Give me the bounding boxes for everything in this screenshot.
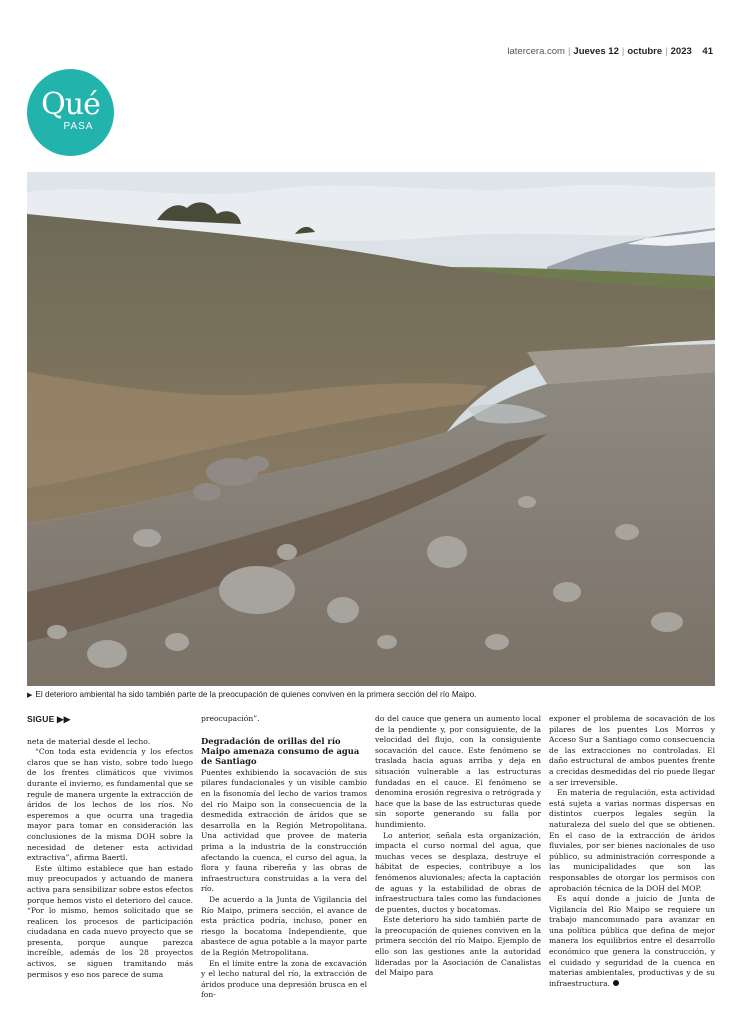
- paragraph: Puentes exhibiendo la socavación de sus pilares fundacionales y un visible cambio en la fisonomía del lecho de varios tramos del río Maipo son la consecuencia de la desmedida extracción de áridos que se desarrolla en la Región Metropolitana. Una actividad que provee de materia prima a la industria de la construcción afectando la cuenca, el curso del agua, la flora y fauna ribereña y las obras de infraestructura construidas a la vera del río.: [201, 767, 367, 894]
- paragraph: Este deterioro ha sido también parte de la preocupación de quienes conviven en la primera sección del río Maipo. Ejemplo de ello son las gestiones ante la autoridad lideradas por la Asociación de Canalistas del Maipo para: [375, 915, 541, 978]
- paragraph: “Con toda esta evidencia y los efectos claros que se han visto, sobre todo luego de los frentes climáticos que vivimos durante el invierno, es fundamental que se regule de manera urgente la extracción de áridos de los lechos de los ríos. No esperemos a que ocurra una tragedia mayor para tomar en consideración las conclusiones de la misma DOH sobre la necesidad de detener esta actividad extractiva”, afirma Baertl.: [27, 747, 193, 863]
- paragraph: En el límite entre la zona de excavación y el lecho natural del río, la extracción de áridos produce una depresión brusca en el fon-: [201, 958, 367, 1000]
- paragraph: En materia de regulación, esta actividad está sujeta a varias normas dispersas en distintos cuerpos legales según la naturaleza del suelo del que se obtienen. En el caso de la extracción de áridos fluviales, por ser bienes nacionales de uso público, su administración corresponde a las municipalidades que son las responsables de otorgar los permisos con aprobación técnica de la DOH del MOP.: [549, 788, 715, 893]
- section-subhead: Degradación de orillas del río Maipo amenaza consumo de agua de Santiago: [201, 735, 360, 767]
- header-day: Jueves 12: [573, 46, 619, 57]
- logo-word-que: Qué: [41, 87, 100, 122]
- text-column-3: [375, 714, 541, 979]
- double-arrow-icon: ▶▶: [57, 714, 71, 724]
- paragraph: exponer el problema de socavación de los pilares de los puentes Los Morros y Acceso Sur a Santiago como consecuencia de las extracciones no controladas. El daño estructural de ambos puentes frente a crecidas desmedidas del río puede llegar a ser irreversible.: [549, 714, 715, 787]
- paragraph: Lo anterior, señala esta organización, impacta el curso normal del agua, que muchas veces se desplaza, destruye el hábitat de especies, contribuye a los fenómenos aluvionales; afecta la captación de aguas y la estabilidad de obras de infraestructura tales como las fundaciones de puentes, ductos y bocatomas.: [375, 830, 541, 914]
- text-column-1: [27, 714, 193, 980]
- river-landscape-photo: [27, 172, 715, 686]
- site-name: latercera.com: [507, 46, 565, 57]
- river-photo-illustration: [27, 172, 715, 686]
- paragraph-text: Es aquí donde a juicio de Junta de Vigilancia del Río Maipo se requiere un trabajo mancomunado para avanzar en una política pública que defina de mejor manera los equilibrios entre el desarrollo económico que genera la construcción, y el cuidado y seguridad de la cuenca en materias ambientales, productivas y de su infraestructura.: [549, 894, 715, 988]
- paragraph: neta de material desde el lecho.: [27, 736, 151, 746]
- header-year: 2023: [670, 46, 692, 57]
- photo-caption: [27, 690, 715, 699]
- text-column-4: [549, 714, 715, 989]
- paragraph: Este último establece que han estado muy preocupados y actuando de manera activa para sensibilizar sobre estos efectos porque hemos visto el deterioro del cauce. “Por lo mismo, hemos solicitado que se realicen los procesos de participación ciudadana en cada nuevo proyecto que se presenta, porque aunque parezca increíble, además de los 28 proyectos activos, se siguen tramitando más permisos y eso nos parece de suma: [27, 863, 193, 979]
- page-header: latercera.com | Jueves 12 | octubre | 2023 41: [507, 46, 713, 57]
- caption-arrow-icon: ▶: [27, 692, 33, 699]
- end-mark-icon: [613, 980, 619, 986]
- que-pasa-logo: [27, 69, 114, 156]
- text-column-2: [201, 714, 367, 1001]
- paragraph: do del cauce que genera un aumento local de la pendiente y, por consiguiente, de la velocidad del flujo, con la consiguiente socavación del cauce. Este fenómeno se traslada hacia aguas arriba y deja en situación vulnerable a las estructuras fundadas en el cauce. El fenómeno se denomina erosión regresiva o retrógrada y hace que la base de las estructuras quede sin soporte generando su falla por hundimiento.: [375, 714, 541, 829]
- paragraph: preocupación”.: [201, 714, 260, 723]
- paragraph: [549, 894, 715, 989]
- sigue-text: SIGUE: [27, 714, 55, 724]
- paragraph: De acuerdo a la Junta de Vigilancia del Río Maipo, primera sección, el avance de esta práctica podría, incluso, poner en riesgo la bocatoma Independiente, que abastece de agua potable a la mayor parte de la Región Metropolitana.: [201, 894, 367, 957]
- caption-text: El deterioro ambiental ha sido también parte de la preocupación de quienes conviven en la primera sección del río Maipo.: [35, 690, 477, 699]
- logo-word-pasa: PASA: [63, 121, 94, 132]
- sigue-label: [27, 714, 193, 725]
- page-number: 41: [702, 46, 713, 57]
- header-month: octubre: [627, 46, 663, 57]
